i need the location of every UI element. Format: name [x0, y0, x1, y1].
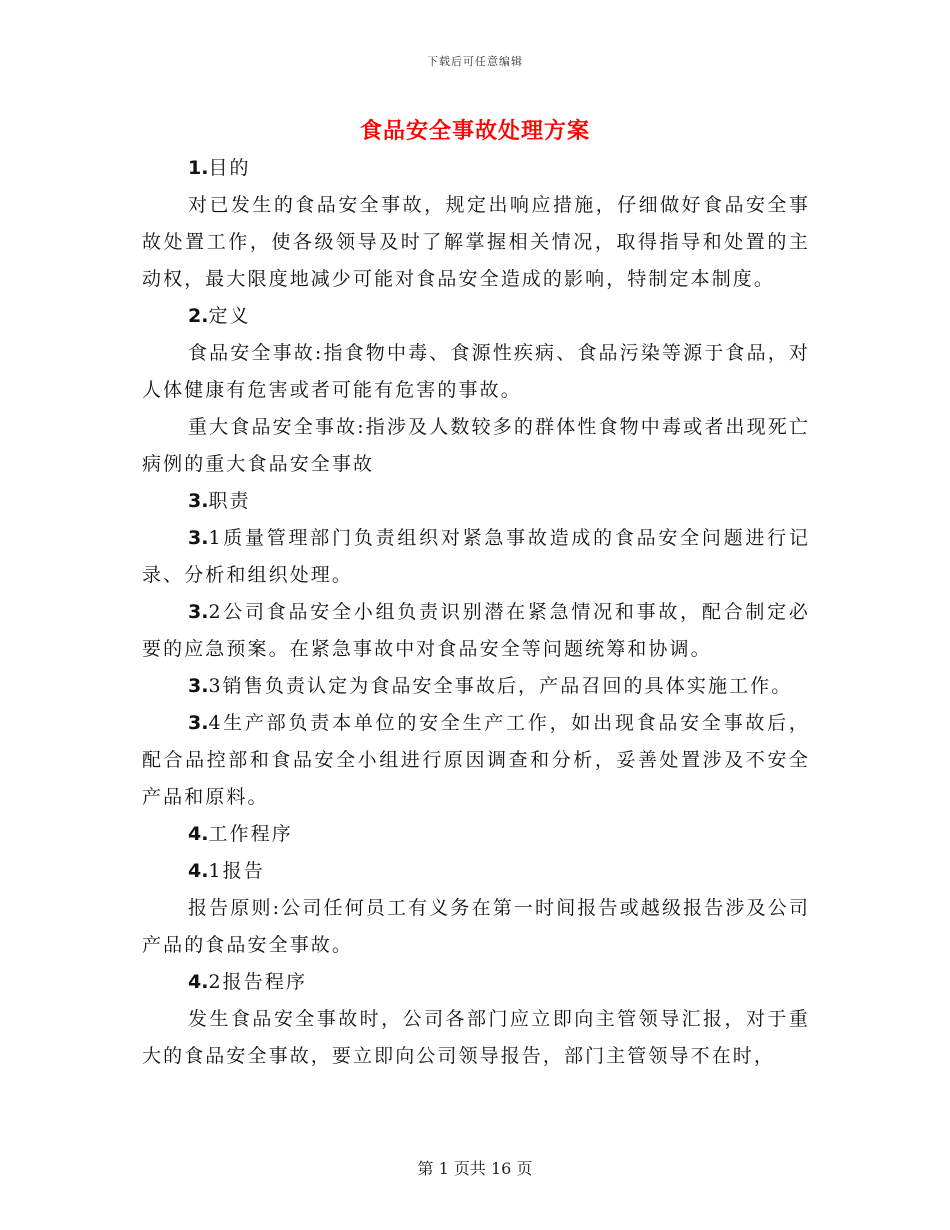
section-number: 1. [188, 157, 209, 179]
heading-definition [142, 298, 810, 335]
heading-4-1 [142, 853, 810, 890]
section-number: 3. [188, 675, 209, 697]
heading-text: 职责 [208, 490, 251, 512]
paragraph-text: 2公司食品安全小组负责识别潜在紧急情况和事故，配合制定必要的应急预案。在紧急事故中对食品安全等问题统筹和协调。 [142, 601, 810, 660]
heading-text: 目的 [208, 157, 251, 179]
heading-text: 工作程序 [208, 823, 293, 845]
heading-procedure [142, 816, 810, 853]
section-number: 2. [188, 305, 209, 327]
heading-text: 定义 [208, 305, 251, 327]
document-body [142, 150, 810, 1075]
paragraph-text: 报告原则:公司任何员工有义务在第一时间报告或越级报告涉及公司产品的食品安全事故。 [142, 897, 810, 956]
heading-4-2 [142, 964, 810, 1001]
paragraph-3-4 [142, 705, 810, 816]
paragraph-report-principle [142, 890, 810, 964]
paragraph-3-1 [142, 520, 810, 594]
paragraph-text: 3销售负责认定为食品安全事故后，产品召回的具体实施工作。 [208, 675, 793, 697]
paragraph-text: 食品安全事故:指食物中毒、食源性疾病、食品污染等源于食品，对人体健康有危害或者可能有危害的事故。 [142, 342, 810, 401]
paragraph-definition-2 [142, 409, 810, 483]
section-number: 4. [188, 823, 209, 845]
heading-text: 1报告 [208, 860, 265, 882]
heading-responsibilities [142, 483, 810, 520]
page-footer: 第 1 页共 16 页 [417, 1159, 533, 1178]
section-number: 4. [188, 860, 209, 882]
heading-purpose [142, 150, 810, 187]
paragraph-purpose [142, 187, 810, 298]
heading-text: 2报告程序 [208, 971, 308, 993]
paragraph-report-procedure [142, 1001, 810, 1075]
paragraph-text: 发生食品安全事故时，公司各部门应立即向主管领导汇报，对于重大的食品安全事故，要立即向公司领导报告，部门主管领导不在时， [142, 1008, 810, 1067]
section-number: 4. [188, 971, 209, 993]
paragraph-3-2 [142, 594, 810, 668]
document-title: 食品安全事故处理方案 [359, 118, 590, 144]
paragraph-text: 1质量管理部门负责组织对紧急事故造成的食品安全问题进行记录、分析和组织处理。 [142, 527, 810, 586]
section-number: 3. [188, 601, 209, 623]
paragraph-definition-1 [142, 335, 810, 409]
section-number: 3. [188, 712, 209, 734]
section-number: 3. [188, 527, 209, 549]
paragraph-text: 对已发生的食品安全事故，规定出响应措施，仔细做好食品安全事故处置工作，使各级领导及时了解掌握相关情况，取得指导和处置的主动权，最大限度地减少可能对食品安全造成的影响，特制定本制度。 [142, 194, 810, 290]
paragraph-text: 4生产部负责本单位的安全生产工作，如出现食品安全事故后，配合品控部和食品安全小组进行原因调查和分析，妥善处置涉及不安全产品和原料。 [142, 712, 810, 808]
header-note: 下载后可任意编辑 [427, 55, 523, 68]
paragraph-text: 重大食品安全事故:指涉及人数较多的群体性食物中毒或者出现死亡病例的重大食品安全事故 [142, 416, 810, 475]
section-number: 3. [188, 490, 209, 512]
paragraph-3-3 [142, 668, 810, 705]
